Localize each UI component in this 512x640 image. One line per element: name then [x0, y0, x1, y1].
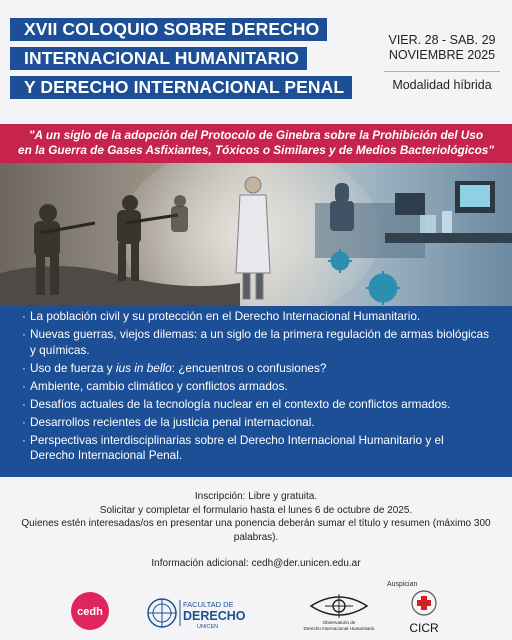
list-item [22, 379, 512, 395]
date-days: VIER. 28 - SAB. 29 [388, 33, 496, 47]
bullet: · [22, 378, 26, 393]
cicr-logo [404, 588, 444, 636]
event-dates [378, 33, 506, 92]
topic-text-part: Uso de fuerza y [30, 360, 116, 375]
faculty-top-text: FACULTAD DE [183, 600, 234, 609]
bullet: · [22, 327, 26, 341]
bullet: · [22, 396, 26, 411]
topic-text: La población civil y su protección en el Derecho Internacional Humanitario. [30, 309, 421, 323]
banner-line-1: "A un siglo de la adopción del Protocolo de Ginebra sobre la Prohibición del Uso [28, 128, 484, 142]
list-item [22, 327, 512, 358]
inscription-text: Inscripción: Libre y gratuita. [194, 491, 318, 502]
faculty-main-text: DERECHO [183, 609, 246, 623]
bullet: · [22, 432, 26, 447]
topic-text-italic: ius in bello [115, 360, 172, 375]
topic-text [30, 361, 490, 377]
title-line-3: Y DERECHO INTERNACIONAL PENAL [10, 76, 352, 99]
list-item [22, 415, 512, 431]
event-title [10, 18, 360, 105]
sponsors-label: Auspician [387, 581, 418, 588]
observatorio-logo [303, 590, 375, 632]
title-line-1: XVII COLOQUIO SOBRE DERECHO [10, 18, 327, 41]
bullet: · [22, 360, 26, 375]
date-divider [384, 71, 500, 72]
list-item [22, 397, 512, 413]
observatorio-text-1: Observatorio de [322, 620, 356, 625]
list-item [22, 433, 512, 464]
faculty-sub-text: UNICEN [197, 624, 219, 630]
title-line-2: INTERNACIONAL HUMANITARIO [10, 47, 307, 70]
list-item [22, 361, 512, 377]
presenters-text: Quienes estén interesadas/os en presentar una ponencia deberán sumar el título y resumen (máximo 300 palabras). [21, 518, 491, 543]
bullet: · [22, 309, 26, 323]
topic-text: Perspectivas interdisciplinarias sobre el Derecho Internacional Humanitario y el Derecho Internacional Penal. [30, 432, 444, 462]
topic-text: Ambiente, cambio climático y conflictos armados. [30, 378, 288, 393]
bullet: · [22, 414, 26, 429]
contact-email[interactable]: Información adicional: cedh@der.unicen.edu.ar [151, 558, 361, 569]
banner-line-2: en la Guerra de Gases Asfixiantes, Tóxicos o Similares y de Medios Bacteriológicos" [18, 143, 494, 157]
cicr-text: CICR [409, 621, 439, 635]
date-month: NOVIEMBRE 2025 [388, 48, 496, 62]
observatorio-text-2: Derecho Internacional Humanitario [303, 626, 375, 631]
cedh-logo-text: cedh [77, 606, 103, 618]
battlefield-lab-illustration [0, 163, 512, 307]
topics-list [0, 306, 512, 477]
topic-text: Desafíos actuales de la tecnología nuclear en el contexto de conflictos armados. [30, 396, 451, 411]
list-item [22, 309, 512, 325]
topic-text: Nuevas guerras, viejos dilemas: a un siglo de la primera regulación de armas biológicas y químicas. [30, 327, 490, 357]
protocol-banner [0, 124, 512, 163]
hero-illustration [0, 163, 512, 307]
topic-text-part: : ¿encuentros o confusiones? [171, 360, 327, 375]
registration-info [0, 490, 512, 571]
topic-text: Desarrollos recientes de la justicia penal internacional. [30, 414, 315, 429]
cedh-logo [70, 591, 110, 631]
modality-label: Modalidad híbrida [392, 78, 492, 92]
form-deadline-text: Solicitar y completar el formulario hasta el lunes 6 de octubre de 2025. [99, 504, 413, 516]
faculty-logo [145, 596, 250, 630]
